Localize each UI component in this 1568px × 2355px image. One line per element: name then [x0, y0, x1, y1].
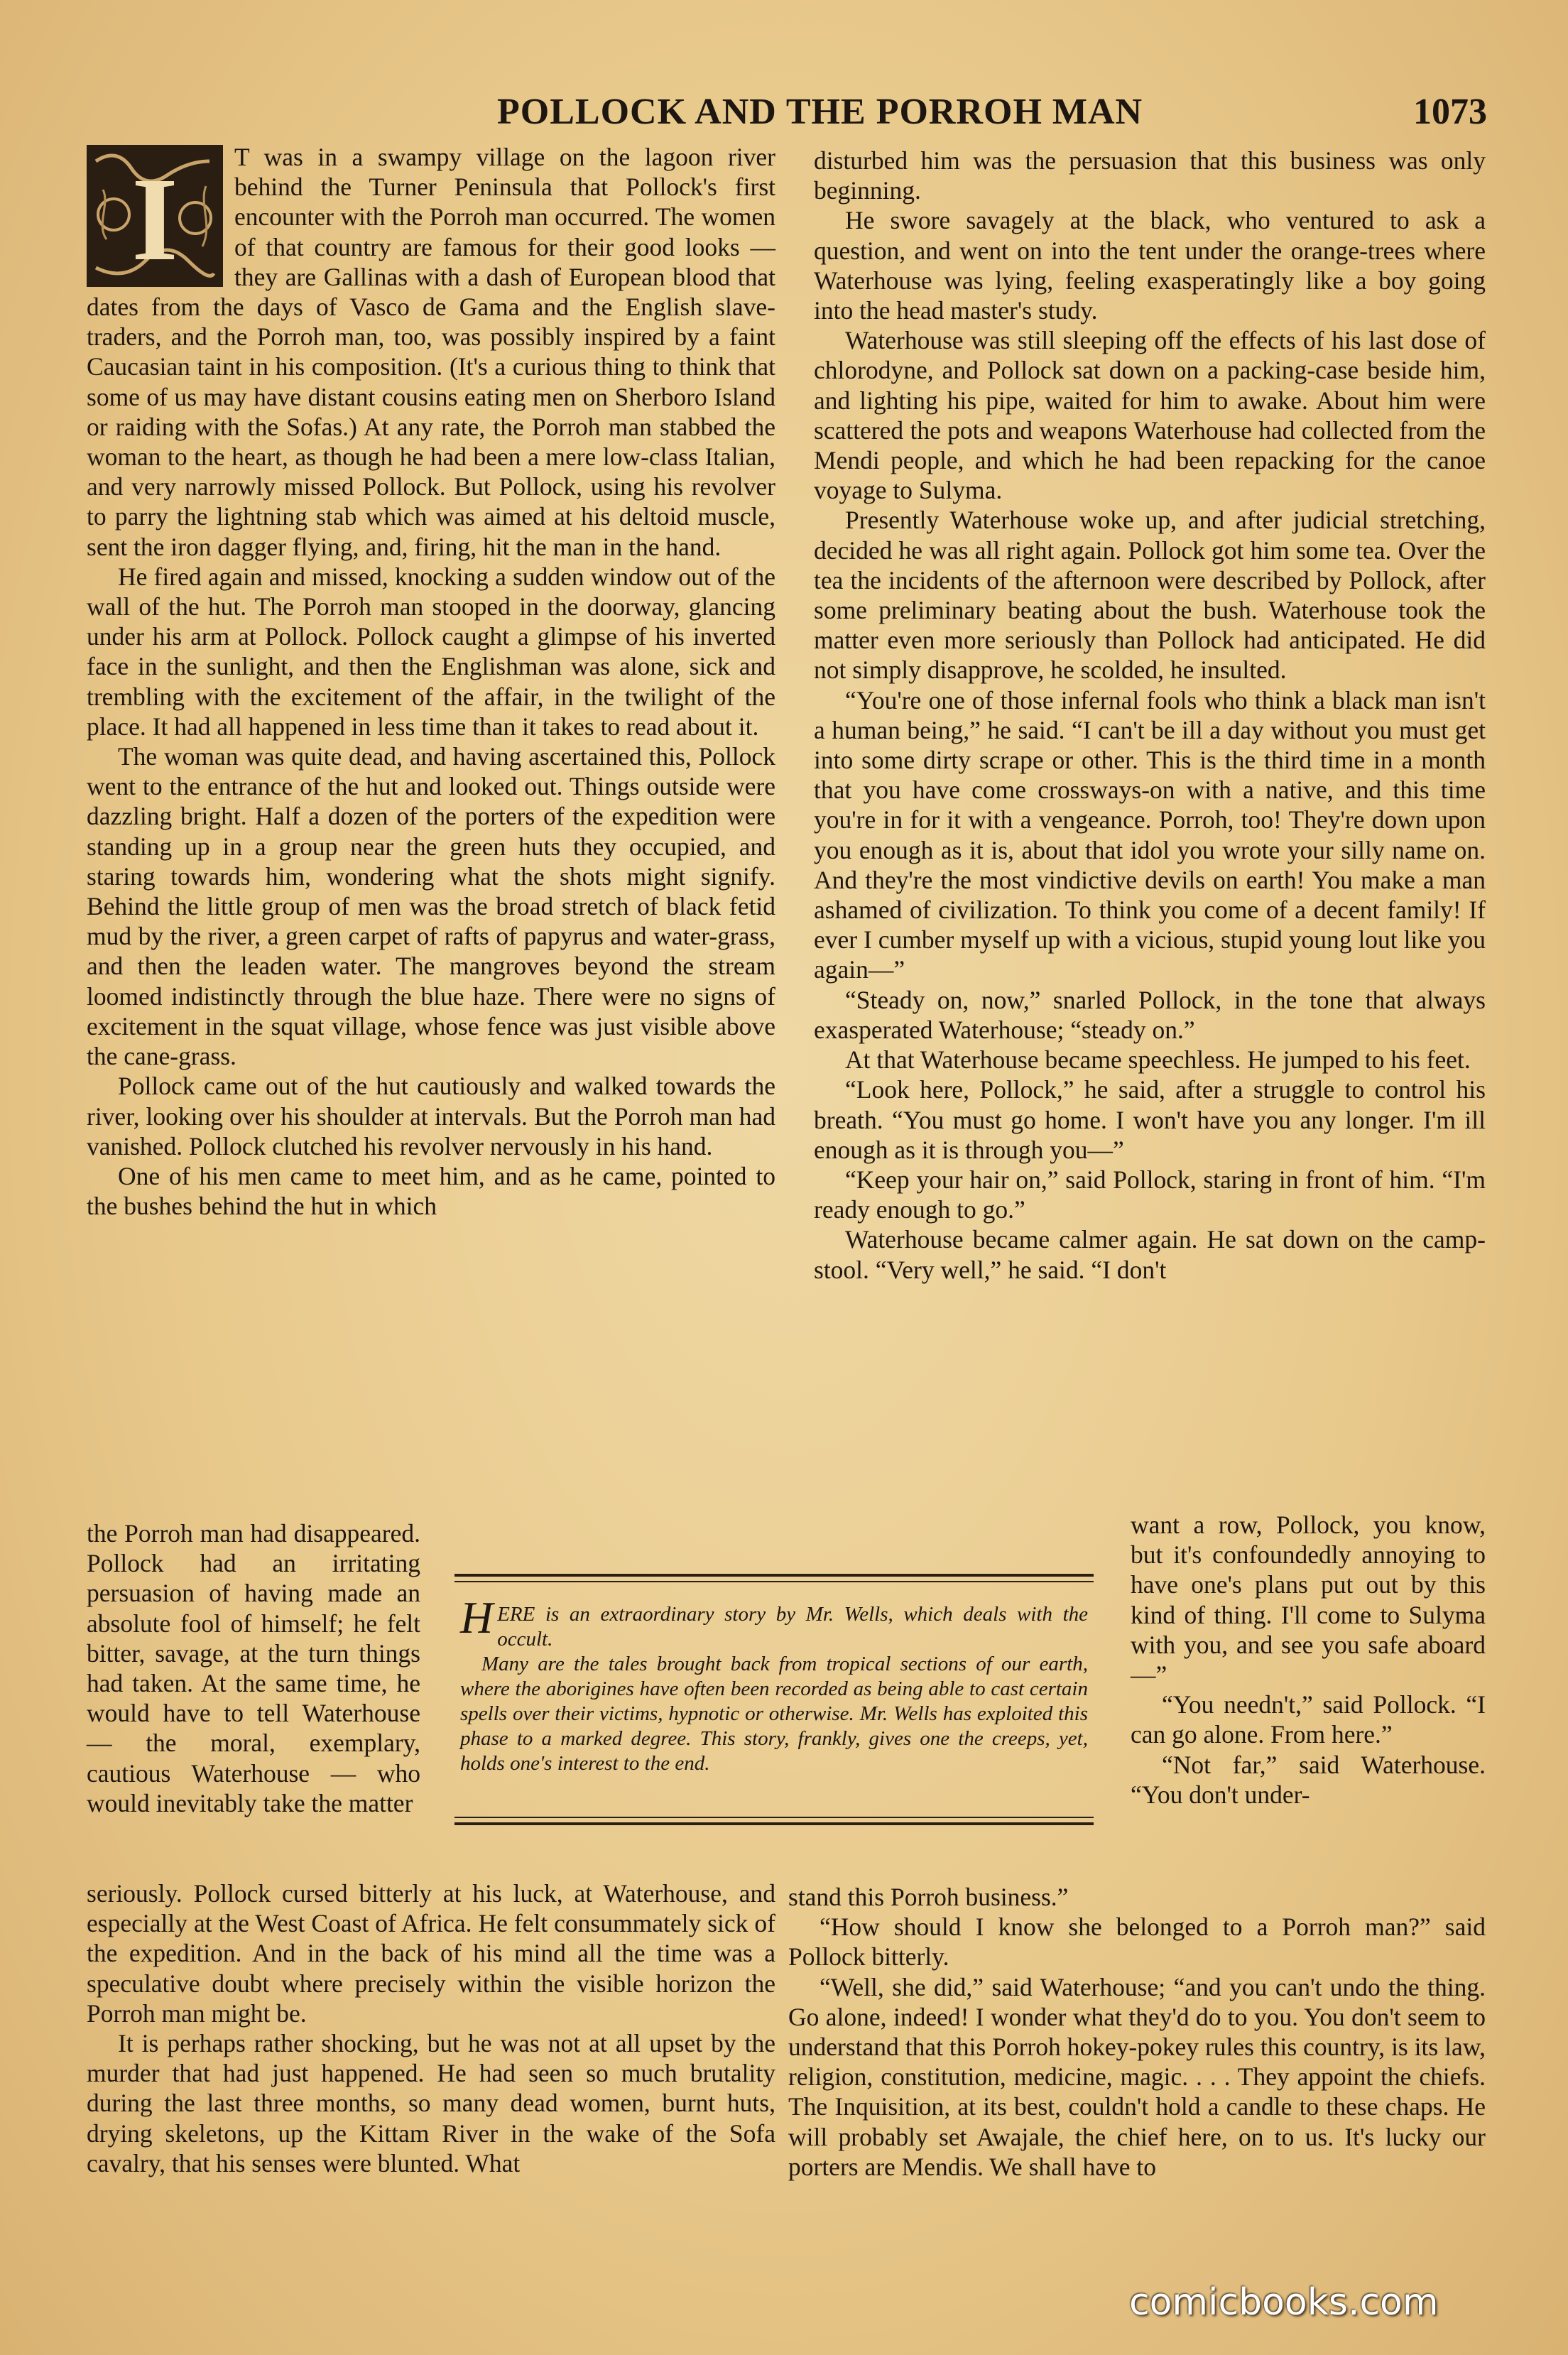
paragraph: “How should I know she belonged to a Porroh man?” said Pollock bitterly.	[788, 1913, 1486, 1971]
left-column	[87, 142, 775, 1221]
right-column-bottom	[788, 1882, 1486, 2182]
svg-text:I: I	[131, 153, 178, 285]
paragraph: He fired again and missed, knocking a sudden window out of the wall of the hut. The Porroh man stooped in the doorway, glancing under his arm at Pollock. Pollock caught a glimpse of his inverted face in the sunlight, and then the Englishman was alone, sick and trembling with the excitement of the affair, in the twilight of the place. It had all happened in less time than it takes to read about it.	[87, 562, 775, 741]
callout-line: ERE is an extraordinary story by Mr. Wells, which deals with the occult.	[497, 1603, 1088, 1650]
paragraph: Presently Waterhouse woke up, and after judicial stretching, decided he was all right again. Pollock got him some tea. Over the tea the incidents of the afternoon were described by Pollock, after some preliminary beating about the bush. Waterhouse took the matter even more seriously than Pollock had anticipated. He did not simply disapprove, he scolded, he insulted.	[814, 506, 1486, 685]
paragraph-continued: seriously. Pollock cursed bitterly at his luck, at Waterhouse, and especially at the West Coast of Africa. He felt consummately sick of the expedition. And in the back of his mind all the time was a speculative doubt where precisely within the visible horizon the Porroh man might be.	[87, 1879, 775, 2028]
callout-top-rule-thin	[454, 1581, 1094, 1582]
paragraph: “You needn't,” said Pollock. “I can go alone. From here.”	[1131, 1690, 1486, 1749]
paragraph-continued: disturbed him was the persuasion that this business was only beginning.	[814, 146, 1486, 205]
callout-top-rule	[454, 1574, 1094, 1577]
paragraph: He swore savagely at the black, who ventured to ask a question, and went on into the tent under the orange-trees where Waterhouse was lying, feeling exasperatingly like a boy going into the head master's study.	[814, 206, 1486, 325]
callout-bottom-rule	[454, 1822, 1094, 1825]
paragraph: Waterhouse became calmer again. He sat down on the camp-stool. “Very well,” he said. “I don't	[814, 1225, 1486, 1284]
callout-bottom-rule-thin	[454, 1817, 1094, 1818]
editorial-callout-box	[454, 1560, 1094, 1838]
ornamental-dropcap-icon	[87, 145, 223, 287]
left-column-narrow	[87, 1518, 420, 1818]
callout-initial: H	[460, 1592, 494, 1643]
paragraph-continued: want a row, Pollock, you know, but it's confoundedly annoying to have one's plans put out by this kind of thing. I'll come to Sulyma with you, and see you safe aboard—”	[1131, 1511, 1486, 1690]
paragraph: “Look here, Pollock,” he said, after a struggle to control his breath. “You must go home. I won't have you any longer. I'm ill enough as it is through you—”	[814, 1075, 1486, 1164]
paragraph: One of his men came to meet him, and as he came, pointed to the bushes behind the hut in which	[87, 1161, 775, 1221]
running-title: POLLOCK AND THE PORROH MAN	[497, 92, 1143, 132]
left-column-bottom	[87, 1878, 775, 2178]
paragraph: “Keep your hair on,” said Pollock, staring in front of him. “I'm ready enough to go.”	[814, 1165, 1486, 1224]
right-column-narrow	[1131, 1510, 1486, 1810]
opening-paragraph	[87, 142, 775, 562]
paragraph: It is perhaps rather shocking, but he was not at all upset by the murder that had just happened. He had seen so much brutality during the last three months, so many dead women, burnt huts, drying skeletons, up the Kittam River in the wake of the Sofa cavalry, that his senses were blunted. What	[87, 2029, 775, 2177]
paragraph-continued: the Porroh man had disappeared. Pollock had an irritating persuasion of having made an absolute fool of himself; he felt bitter, savage, at the turn things had taken. At the same time, he would have to tell Waterhouse — the moral, exemplary, cautious Waterhouse — who would inevitably take the matter	[87, 1519, 420, 1817]
paragraph: “Well, she did,” said Waterhouse; “and you can't undo the thing. Go alone, indeed! I wonder what they'd do to you. You don't seem to understand that this Porroh hokey-pokey rules this country, is its law, religion, constitution, medicine, magic. . . . They appoint the chiefs. The Inquisition, at its best, couldn't hold a candle to these chaps. He will probably set Awajale, the chief here, on to us. It's lucky our porters are Mendis. We shall have to	[788, 1972, 1486, 2181]
paragraph: Pollock came out of the hut cautiously and walked towards the river, looking over his shoulder at intervals. But the Porroh man had vanished. Pollock clutched his revolver nervously in his hand.	[87, 1072, 775, 1160]
right-column	[814, 146, 1486, 1285]
paragraph: Waterhouse was still sleeping off the effects of his last dose of chlorodyne, and Pollock sat down on a packing-case beside him, and lighting his pipe, waited for him to awake. About him were scattered the pots and weapons Waterhouse had collected from the Mendi people, and which he had been repacking for the canoe voyage to Sulyma.	[814, 326, 1486, 505]
opening-paragraph-text: T was in a swampy village on the lagoon river behind the Turner Peninsula that Pollock's first encounter with the Porroh man occurred. The women of that country are famous for their good looks —they are Gallinas with a dash of European blood that dates from the days of Vasco de Gama and the English slave-traders, and the Porroh man, too, was possibly inspired by a faint Caucasian taint in his composition. (It's a curious thing to think that some of us may have distant cousins eating men on Sherboro Island or raiding with the Sofas.) At any rate, the Porroh man stabbed the woman to the heart, as though he had been a mere low-class Italian, and very narrowly missed Pollock. But Pollock, using his revolver to parry the lightning stab which was aimed at his deltoid muscle, sent the iron dagger flying, and, firing, hit the man in the hand.	[87, 143, 775, 561]
paragraph: “Not far,” said Waterhouse. “You don't under-	[1131, 1750, 1486, 1809]
callout-text	[460, 1592, 1088, 1776]
paragraph-continued: stand this Porroh business.”	[788, 1883, 1069, 1911]
paragraph: At that Waterhouse became speechless. He jumped to his feet.	[845, 1045, 1471, 1075]
paragraph: “Steady on, now,” snarled Pollock, in the tone that always exasperated Waterhouse; “steady on.”	[814, 985, 1486, 1044]
watermark: comicbooks.com	[1129, 2281, 1439, 2324]
page-header	[0, 91, 1568, 141]
callout-line: Many are the tales brought back from tropical sections of our earth, where the aborigines have often been recorded as being able to cast certain spells over their victims, hypnotic or otherwise. Mr. Wells has exploited this phase to a marked degree. This story, frankly, gives one the creeps, yet, holds one's interest to the end.	[460, 1653, 1088, 1775]
paragraph: The woman was quite dead, and having ascertained this, Pollock went to the entrance of the hut and looked out. Things outside were dazzling bright. Half a dozen of the porters of the expedition were standing up in a group near the green huts they occupied, and staring towards him, wondering what the shots might signify. Behind the little group of men was the broad stretch of black fetid mud by the river, a green carpet of rafts of papyrus and water-grass, and then the leaden water. The mangroves beyond the stream loomed indistinctly through the blue haze. There were no signs of excitement in the squat village, whose fence was just visible above the cane-grass.	[87, 742, 775, 1071]
paragraph: “You're one of those infernal fools who think a black man isn't a human being,” he said. “I can't be ill a day without you must get into some dirty scrape or other. This is the third time in a month that you have come crossways-on with a native, and this time you're in for it with a vengeance. Porroh, too! They're down upon you enough as it is, about that idol you wrote your silly name on. And they're the most vindictive devils on earth! You make a man ashamed of civilization. To think you come of a decent family! If ever I cumber myself up with a vicious, stupid young lout like you again—”	[814, 685, 1486, 984]
page-number: 1073	[1413, 92, 1487, 132]
